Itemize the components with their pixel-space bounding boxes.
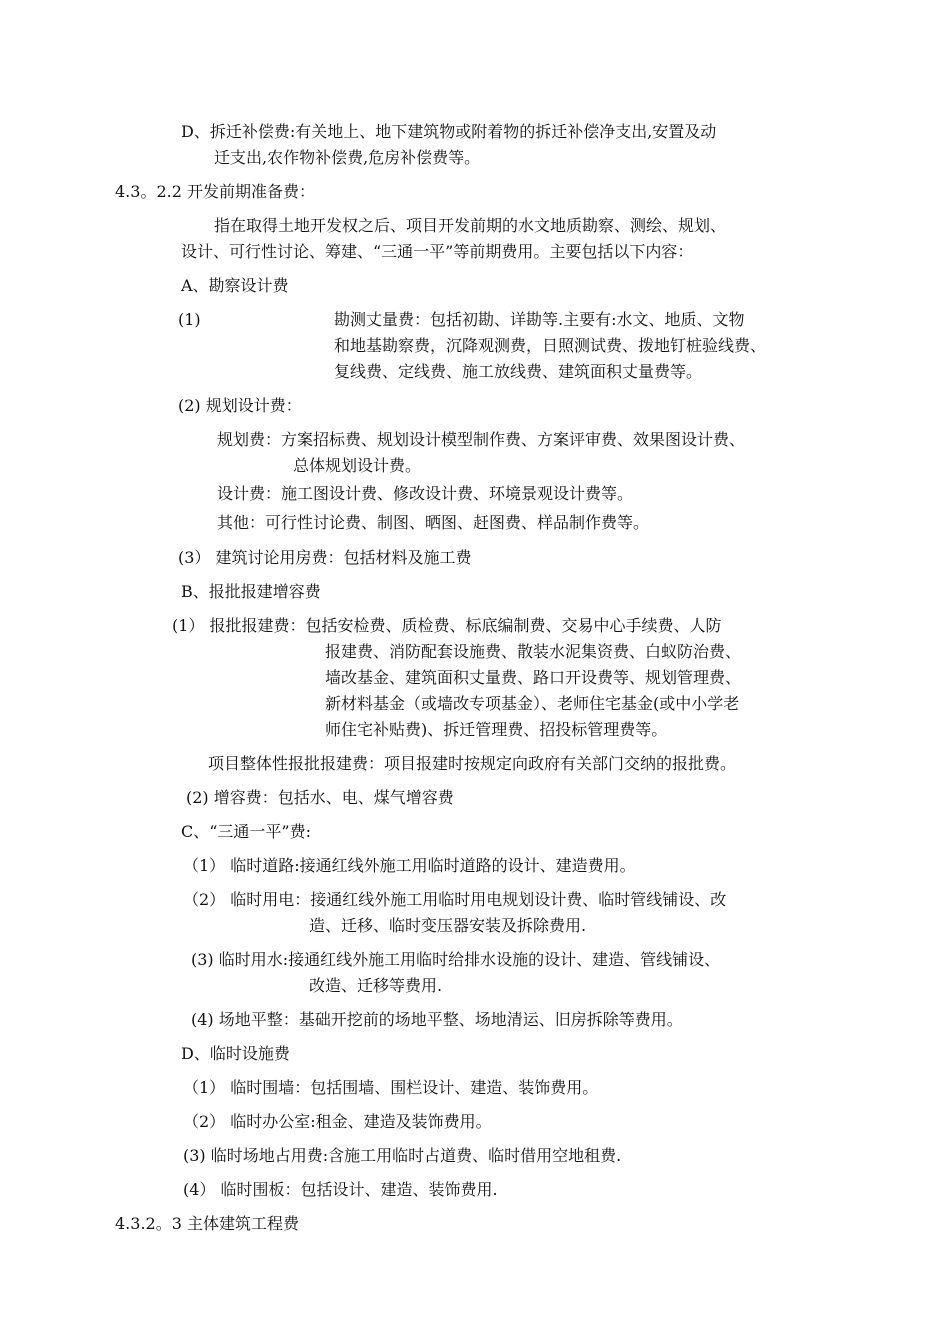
paragraph-line: 改造、迁移等费用. [309, 976, 443, 995]
paragraph-line: 规划费：方案招标费、规划设计模型制作费、方案评审费、效果图设计费、 [217, 430, 746, 449]
paragraph-line: 总体规划设计费。 [293, 456, 422, 475]
paragraph-line: 迁支出,农作物补偿费,危房补偿费等。 [214, 148, 481, 167]
paragraph-line: 设计费：施工图设计费、修改设计费、环境景观设计费等。 [217, 484, 634, 503]
section-heading: 4.3.2。3 主体建筑工程费 [115, 1214, 299, 1233]
list-item: （1） 临时道路:接通红线外施工用临时道路的设计、建造费用。 [183, 856, 636, 875]
list-item: （2） 临时办公室:租金、建造及装饰费用。 [183, 1112, 492, 1131]
paragraph-line: 其他：可行性讨论费、制图、晒图、赶图费、样品制作费等。 [217, 513, 650, 532]
list-number: (1) [178, 310, 201, 329]
subsection-heading: B、报批报建增容费 [181, 582, 321, 601]
paragraph-line: 设计、可行性讨论、筹建、“三通一平”等前期费用。主要包括以下内容： [181, 242, 694, 261]
paragraph-line: 报建费、消防配套设施费、散装水泥集资费、白蚁防治费、 [325, 642, 742, 661]
list-item: （1） 临时围墙：包括围墙、围栏设计、建造、装饰费用。 [183, 1078, 599, 1097]
paragraph-line: 墙改基金、建筑面积丈量费、路口开设费等、规划管理费、 [325, 668, 742, 687]
list-item-title: (2) 规划设计费： [178, 396, 302, 415]
list-item: (4） 临时围板：包括设计、建造、装饰费用. [183, 1180, 498, 1199]
paragraph-line: 造、迁移、临时变压器安装及拆除费用. [309, 916, 587, 935]
list-item: (3） 建筑讨论用房费：包括材料及施工费 [178, 548, 472, 567]
paragraph-line: 新材料基金（或墙改专项基金）、老师住宅基金(或中小学老 [325, 694, 740, 713]
paragraph-line: 复线费、定线费、施工放线费、建筑面积丈量费等。 [334, 362, 703, 381]
section-heading: 4.3。2.2 开发前期准备费： [115, 182, 315, 201]
subsection-heading: D、临时设施费 [181, 1044, 290, 1063]
paragraph-line: （2） 临时用电：接通红线外施工用临时用电规划设计费、临时管线铺设、改 [183, 890, 727, 909]
paragraph-line: 指在取得土地开发权之后、项目开发前期的水文地质勘察、测绘、规划、 [214, 216, 727, 235]
list-item: (3) 临时场地占用费:含施工用临时占道费、临时借用空地租费. [183, 1146, 622, 1165]
list-item: (2) 增容费：包括水、电、煤气增容费 [186, 788, 454, 807]
paragraph-line: 勘测丈量费：包括初勘、详勘等.主要有:水文、地质、文物 [334, 310, 745, 329]
paragraph-line: 和地基勘察费，沉降观测费，日照测试费、拨地钉桩验线费、 [334, 336, 767, 355]
paragraph-line: D、拆迁补偿费:有关地上、地下建筑物或附着物的拆迁补偿净支出,安置及动 [181, 122, 717, 141]
paragraph-line: 项目整体性报批报建费：项目报建时按规定向政府有关部门交纳的报批费。 [208, 754, 737, 773]
paragraph-line: (1） 报批报建费：包括安检费、质检费、标底编制费、交易中心手续费、人防 [172, 616, 722, 635]
paragraph-line: (3) 临时用水:接通红线外施工用临时给排水设施的设计、建造、管线铺设、 [191, 950, 721, 969]
list-item: (4) 场地平整：基础开挖前的场地平整、场地清运、旧房拆除等费用。 [191, 1010, 683, 1029]
paragraph-line: 师住宅补贴费)、拆迁管理费、招投标管理费等。 [325, 720, 668, 739]
subsection-heading: C、“三通一平”费: [181, 822, 311, 841]
subsection-heading: A、勘察设计费 [181, 276, 289, 295]
